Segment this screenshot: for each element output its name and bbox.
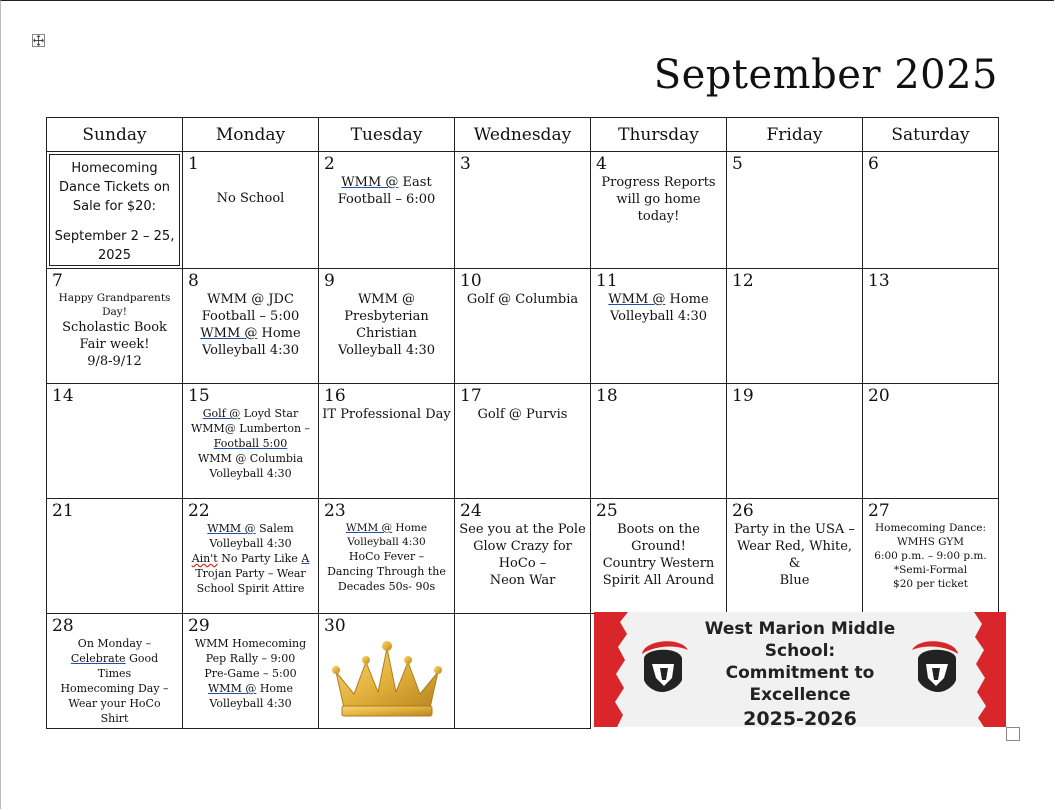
day-number: 21	[52, 501, 74, 521]
day-number: 1	[188, 154, 199, 174]
empty-cell	[455, 614, 591, 729]
day-number: 13	[868, 271, 890, 291]
event-text: Times	[97, 667, 132, 680]
event-text: Homecoming Day –	[60, 682, 169, 695]
day-cell-17[interactable]	[455, 384, 591, 499]
event-text: Volleyball 4:30	[609, 309, 708, 324]
day-number: 16	[324, 386, 346, 406]
event-link-text: WMM @	[608, 292, 666, 307]
event-text: Pep Rally – 9:00	[205, 652, 296, 665]
day-cell-28[interactable]	[47, 614, 183, 729]
event-link-text: Football 5:00	[213, 437, 288, 450]
event-text: Fair week!	[79, 337, 150, 352]
weekday-thursday: Thursday	[591, 118, 727, 152]
day-cell-11[interactable]	[591, 269, 727, 384]
event-text: Glow Crazy for	[473, 539, 572, 554]
weekday-friday: Friday	[727, 118, 863, 152]
day-cell-23[interactable]	[319, 499, 455, 614]
event-text: Salem	[255, 522, 294, 535]
event-text: Scholastic Book	[62, 320, 167, 335]
event-text: Progress Reports	[601, 175, 716, 190]
event-text: WMM @ Columbia	[197, 452, 303, 465]
banner-line: Excellence	[749, 685, 851, 705]
banner-year: 2025-2026	[743, 708, 857, 727]
day-number: 29	[188, 616, 210, 636]
day-cell-12[interactable]	[727, 269, 863, 384]
day-number: 4	[596, 154, 607, 174]
day-number: 11	[596, 271, 618, 291]
event-link-text: WMM @	[345, 522, 393, 534]
day-cell-2[interactable]	[319, 152, 455, 269]
day-number: 26	[732, 501, 754, 521]
event-text: Home	[257, 326, 301, 341]
event-link-text: WMM @	[208, 682, 257, 695]
day-number: 5	[732, 154, 743, 174]
event-text: Volleyball 4:30	[347, 536, 426, 548]
banner-line: School:	[764, 641, 836, 661]
promo-line: 2025	[97, 248, 132, 263]
event-spellcheck-text: Ain't	[191, 552, 218, 565]
event-text: Volleyball 4:30	[209, 537, 292, 550]
day-cell-6[interactable]	[863, 152, 999, 269]
event-text: IT Professional Day	[322, 407, 451, 422]
weekday-header-row	[47, 118, 999, 152]
event-text: Neon War	[489, 573, 556, 588]
event-text: HoCo Fever –	[348, 550, 425, 563]
day-number: 23	[324, 501, 346, 521]
event-text: School Spirit Attire	[196, 582, 305, 595]
event-text: Loyd Star	[240, 407, 299, 420]
event-text: Wear your HoCo	[68, 697, 161, 710]
day-number: 9	[324, 271, 335, 291]
day-cell-21[interactable]	[47, 499, 183, 614]
page-title: September 2025	[653, 52, 998, 98]
day-cell-25[interactable]	[591, 499, 727, 614]
event-text: East	[398, 175, 432, 190]
event-text: Decades 50s- 90s	[337, 580, 436, 593]
event-link-text: Golf @	[202, 407, 241, 420]
day-number: 8	[188, 271, 199, 291]
event-text: Home	[665, 292, 709, 307]
day-number: 3	[460, 154, 471, 174]
day-number: 7	[52, 271, 63, 291]
day-number: 17	[460, 386, 482, 406]
event-text: Golf @ Columbia	[466, 292, 579, 307]
event-text: Day!	[102, 306, 127, 318]
week-row-2	[47, 269, 999, 384]
weekday-wednesday: Wednesday	[455, 118, 591, 152]
day-cell-22[interactable]	[183, 499, 319, 614]
banner-line: West Marion Middle	[704, 619, 896, 639]
day-cell-15[interactable]	[183, 384, 319, 499]
event-text: Boots on the	[617, 522, 700, 537]
event-text: WMM @	[357, 292, 416, 307]
event-text: Ground!	[631, 539, 686, 554]
day-cell-18[interactable]	[591, 384, 727, 499]
promo-line: September 2 – 25,	[54, 229, 175, 244]
promo-cell	[47, 152, 183, 269]
event-text: Happy Grandparents	[58, 292, 171, 304]
day-cell-13[interactable]	[863, 269, 999, 384]
promo-line: Dance Tickets on	[58, 180, 171, 195]
event-text: WMM @ JDC	[207, 292, 294, 307]
promo-line: Sale for $20:	[72, 199, 157, 214]
event-text: 9/8-9/12	[87, 354, 142, 369]
event-text: Football – 6:00	[337, 192, 436, 207]
event-text: Party in the USA –	[734, 522, 855, 537]
event-text: *Semi-Formal	[893, 564, 968, 576]
day-number: 15	[188, 386, 210, 406]
day-cell-3[interactable]	[455, 152, 591, 269]
table-resize-handle-icon[interactable]	[1006, 727, 1020, 741]
day-number: 24	[460, 501, 482, 521]
event-text: Presbyterian	[344, 309, 429, 324]
event-text: Blue	[779, 573, 810, 588]
banner-line: Commitment to	[725, 663, 875, 683]
crown-icon	[319, 636, 454, 720]
event-text: Good	[125, 652, 159, 665]
day-number: 6	[868, 154, 879, 174]
event-text: Volleyball 4:30	[201, 343, 300, 358]
day-cell-26[interactable]	[727, 499, 863, 614]
day-cell-29[interactable]	[183, 614, 319, 729]
event-text: Country Western	[602, 556, 715, 571]
event-text: 6:00 p.m. – 9:00 p.m.	[874, 550, 987, 562]
day-cell-19[interactable]	[727, 384, 863, 499]
event-text: Spirit All Around	[602, 573, 715, 588]
event-text: will go home	[616, 192, 701, 207]
day-cell-1[interactable]	[183, 152, 319, 269]
day-cell-24[interactable]	[455, 499, 591, 614]
event-link-text: WMM @	[200, 326, 258, 341]
school-banner-image	[594, 612, 1006, 727]
day-number: 14	[52, 386, 74, 406]
event-text: HoCo –	[498, 556, 547, 571]
event-text: No Party Like	[217, 552, 302, 565]
event-text: Home	[392, 522, 428, 534]
event-text: Shirt	[100, 712, 129, 725]
event-text: No School	[216, 191, 285, 206]
event-text: Trojan Party – Wear	[195, 567, 306, 580]
event-text: WMM@ Lumberton –	[190, 422, 311, 435]
day-number: 10	[460, 271, 482, 291]
event-text: Football – 5:00	[201, 309, 300, 324]
event-text: Volleyball 4:30	[209, 467, 292, 480]
banner-text	[674, 618, 926, 727]
day-cell-14[interactable]	[47, 384, 183, 499]
day-cell-7[interactable]	[47, 269, 183, 384]
event-text: Pre-Game – 5:00	[204, 667, 297, 680]
week-row-4	[47, 499, 999, 614]
event-text: today!	[637, 209, 680, 224]
day-number: 2	[324, 154, 335, 174]
event-text: $20 per ticket	[893, 578, 968, 590]
event-text: Volleyball 4:30	[209, 697, 292, 710]
weekday-sunday: Sunday	[47, 118, 183, 152]
day-cell-4[interactable]	[591, 152, 727, 269]
day-cell-10[interactable]	[455, 269, 591, 384]
day-number: 28	[52, 616, 74, 636]
event-text: Home	[256, 682, 293, 695]
weekday-monday: Monday	[183, 118, 319, 152]
event-text: Wear Red, White, &	[736, 539, 853, 571]
day-cell-9[interactable]	[319, 269, 455, 384]
week-row-3	[47, 384, 999, 499]
day-number: 22	[188, 501, 210, 521]
event-text: Volleyball 4:30	[337, 343, 436, 358]
day-number: 27	[868, 501, 890, 521]
event-link-text: WMM @	[341, 175, 399, 190]
day-number: 25	[596, 501, 618, 521]
event-text: WMHS GYM	[896, 536, 965, 548]
day-cell-8[interactable]	[183, 269, 319, 384]
table-move-handle-icon[interactable]	[32, 34, 45, 47]
event-text: Christian	[356, 326, 417, 341]
event-text: Golf @ Purvis	[477, 407, 568, 422]
event-text: Dancing Through the	[327, 565, 446, 578]
day-number: 20	[868, 386, 890, 406]
weekday-tuesday: Tuesday	[319, 118, 455, 152]
day-number: 30	[324, 616, 346, 636]
event-text: On Monday –	[77, 637, 152, 650]
ticket-sale-box	[49, 154, 180, 266]
day-cell-20[interactable]	[863, 384, 999, 499]
day-cell-5[interactable]	[727, 152, 863, 269]
day-number: 18	[596, 386, 618, 406]
event-text: WMM Homecoming	[194, 637, 307, 650]
day-number: 12	[732, 271, 754, 291]
event-text: Homecoming Dance:	[874, 522, 987, 534]
week-row-1	[47, 152, 999, 269]
day-cell-16[interactable]	[319, 384, 455, 499]
event-link-text: A	[301, 552, 310, 565]
day-cell-30[interactable]	[319, 614, 455, 729]
day-number: 19	[732, 386, 754, 406]
event-link-text: Celebrate	[70, 652, 126, 665]
event-link-text: WMM @	[207, 522, 256, 535]
weekday-saturday: Saturday	[863, 118, 999, 152]
day-cell-27[interactable]	[863, 499, 999, 614]
event-text: See you at the Pole	[459, 522, 586, 537]
promo-line: Homecoming	[71, 161, 158, 176]
